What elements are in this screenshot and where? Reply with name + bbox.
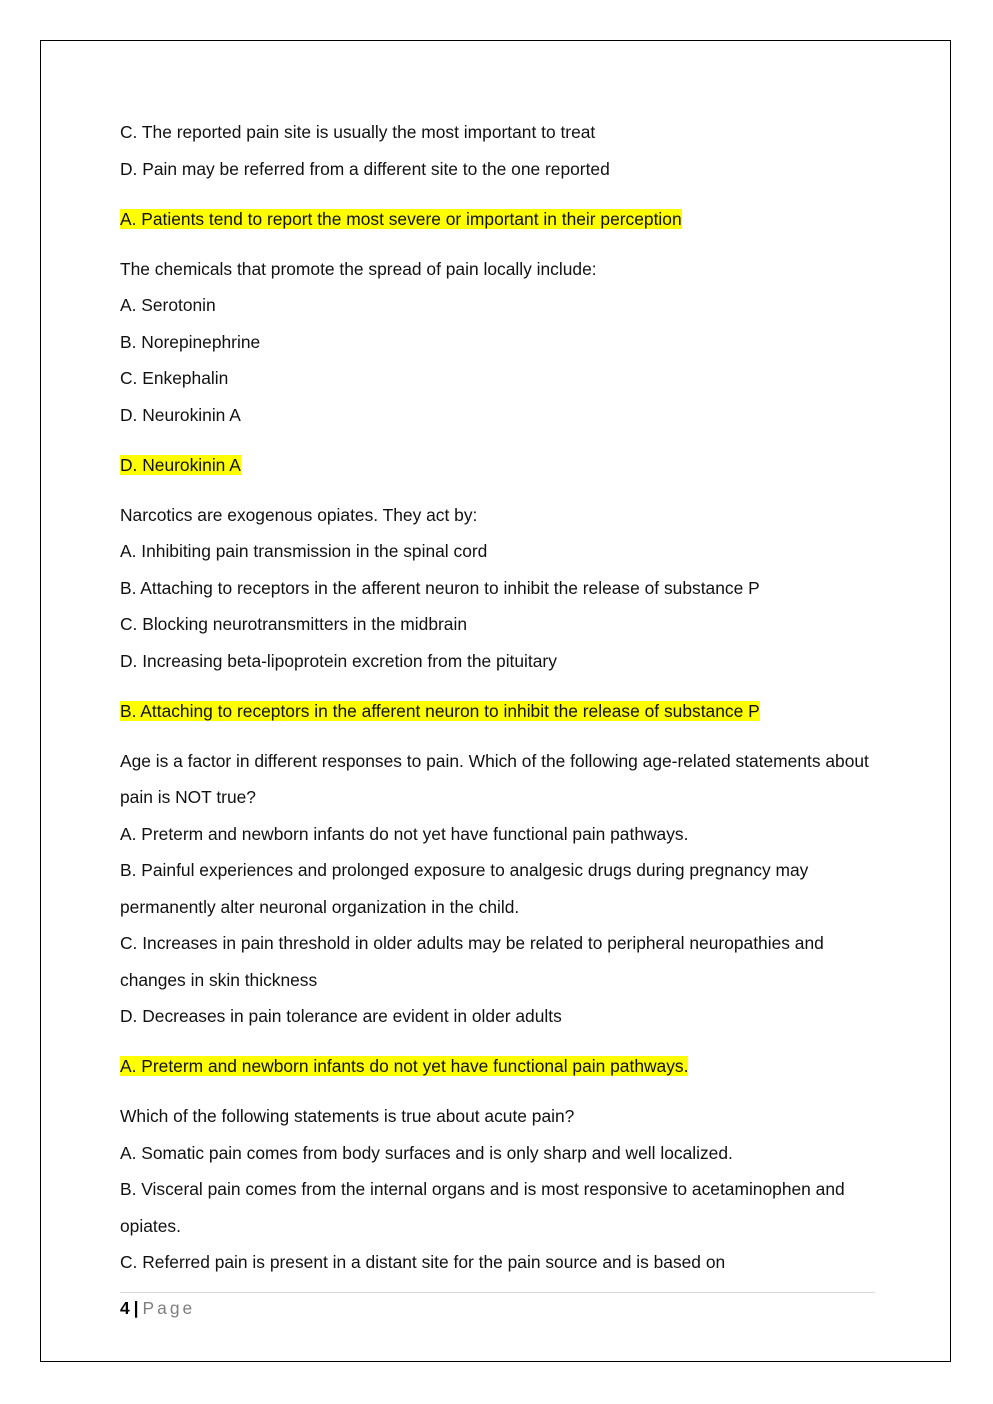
page-label: Page [142,1298,196,1318]
option-text: D. Increasing beta-lipoprotein excretion from the pituitary [120,650,557,671]
option-text: D. Pain may be referred from a different site to the one reported [120,158,610,179]
highlighted-answer: A. Preterm and newborn infants do not yet have functional pain pathways. [120,1056,689,1076]
question-block [120,497,880,680]
question-block [120,1098,880,1281]
option-text: D. Decreases in pain tolerance are evident in older adults [120,1006,562,1026]
option-text: A. Preterm and newborn infants do not yet have functional pain pathways. [120,823,689,844]
question-stem: Which of the following statements is true about acute pain? [120,1106,575,1126]
option-text: C. Enkephalin [120,368,229,388]
option-text: B. Painful experiences and prolonged exposure to analgesic drugs during pregnancy may permanently alter neuronal organization in the child. [120,860,809,917]
question-options-continued [120,114,880,187]
option-text: C. Increases in pain threshold in older adults may be related to peripheral neuropathies and changes in skin thickness [120,933,824,990]
question-block [120,251,880,434]
answer-line [120,201,880,238]
question-stem: The chemicals that promote the spread of pain locally include: [120,258,597,279]
option-text: A. Somatic pain comes from body surfaces and is only sharp and well localized. [120,1142,733,1163]
question-stem: Age is a factor in different responses to pain. Which of the following age-related statements about pain is NOT true? [120,750,869,807]
page-footer [120,1296,195,1320]
question-stem: Narcotics are exogenous opiates. They act by: [120,504,478,525]
option-text: B. Attaching to receptors in the afferent neuron to inhibit the release of substance P [120,577,760,598]
document-body [120,114,880,1281]
option-text: B. Norepinephrine [120,331,261,352]
footer-rule [120,1292,875,1293]
question-block [120,743,880,1035]
option-text: C. Referred pain is present in a distant site for the pain source and is based on [120,1252,726,1272]
highlighted-answer: D. Neurokinin A [120,454,241,475]
answer-line [120,693,880,730]
page-number: 4 [120,1298,130,1318]
option-text: B. Visceral pain comes from the internal organs and is most responsive to acetaminophen and opiates. [120,1179,845,1236]
highlighted-answer: A. Patients tend to report the most severe or important in their perception [120,208,682,229]
highlighted-answer: B. Attaching to receptors in the afferent neuron to inhibit the release of substance P [120,700,760,721]
answer-line [120,1048,880,1085]
footer-separator: | [133,1298,139,1318]
option-text: C. The reported pain site is usually the most important to treat [120,122,596,142]
option-text: A. Serotonin [120,295,216,315]
option-text: D. Neurokinin A [120,404,241,425]
option-text: A. Inhibiting pain transmission in the spinal cord [120,541,488,561]
option-text: C. Blocking neurotransmitters in the midbrain [120,614,467,634]
answer-line [120,447,880,484]
